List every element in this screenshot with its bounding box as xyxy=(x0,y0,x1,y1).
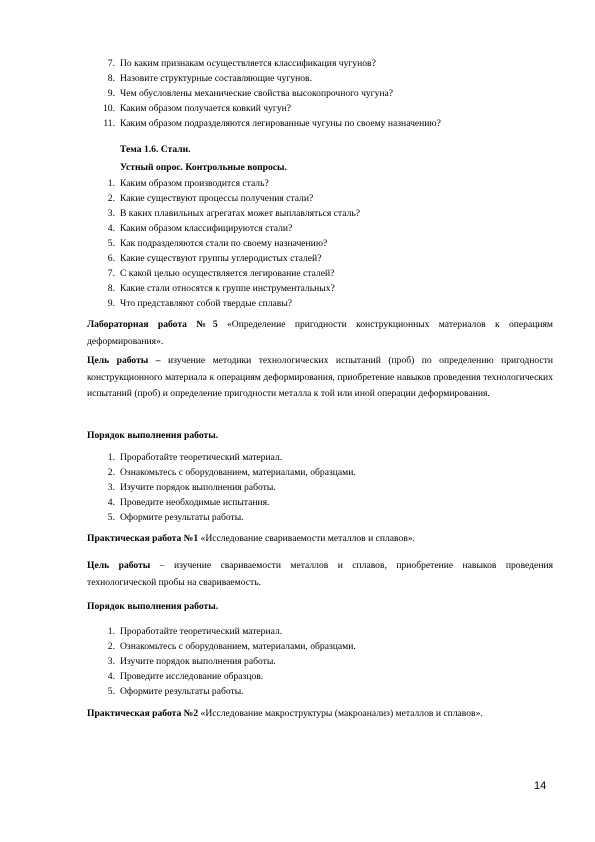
list-item: 6. Какие существуют группы углеродистых сталей? xyxy=(107,253,322,264)
list-item: 10. Каким образом получается ковкий чугун? xyxy=(103,103,292,114)
lab-work-5-goal: Цель работы – изучение методики технологических испытаний (проб) по определению пригодности конструкционного материала к операциям деформирования, приобретение навыков проведения технологических испытаний (проб) и определение пригодности металла к той или иной операции деформирования. xyxy=(87,355,553,399)
procedure-heading: Порядок выполнения работы. xyxy=(87,601,219,612)
list-item: 5. Оформите результаты работы. xyxy=(107,686,244,697)
list-item: 2. Ознакомьтесь с оборудованием, материалами, образцами. xyxy=(107,641,356,652)
list-item: 3. В каких плавильных агрегатах может выплавляться сталь? xyxy=(107,208,361,219)
procedure-heading: Порядок выполнения работы. xyxy=(87,430,219,441)
list-item: 3. Изучите порядок выполнения работы. xyxy=(107,656,276,667)
list-item: 4. Каким образом классифицируются стали? xyxy=(107,223,293,234)
topic-title: Тема 1.6. Стали. xyxy=(120,144,191,155)
list-item: 1. Проработайте теоретический материал. xyxy=(107,626,283,637)
list-item: 8. Назовите структурные составляющие чугунов. xyxy=(107,73,312,84)
list-item: 1. Каким образом производится сталь? xyxy=(107,178,269,189)
list-item: 9. Чем обусловлены механические свойства высокопрочного чугуна? xyxy=(107,88,394,99)
list-item: 4. Проведите исследование образцов. xyxy=(107,671,264,682)
list-item: 2. Ознакомьтесь с оборудованием, материалами, образцами. xyxy=(107,467,356,478)
list-item: 7. По каким признакам осуществляется классификация чугунов? xyxy=(107,58,376,69)
list-item: 5. Оформите результаты работы. xyxy=(107,512,244,523)
practical-work-2-paragraph: Практическая работа №2 «Исследование макроструктуры (макроанализ) металлов и сплавов». xyxy=(87,708,483,719)
list-item: 1. Проработайте теоретический материал. xyxy=(107,452,283,463)
practical-work-1-paragraph: Практическая работа №1 «Исследование свариваемости металлов и сплавов». xyxy=(87,533,416,544)
list-item: 9. Что представляют собой твердые сплавы? xyxy=(107,298,293,309)
lab-work-5-paragraph: Лабораторная работа №5 «Определение пригодности конструкционных материалов к операциям деформирования». xyxy=(87,319,553,347)
list-item: 2. Какие существуют процессы получения стали? xyxy=(107,193,314,204)
practical-work-1-goal: Цель работы – изучение свариваемости металлов и сплавов, приобретение навыков проведения технологической пробы на свариваемость. xyxy=(87,560,553,588)
page-number: 14 xyxy=(534,780,547,792)
list-item: 4. Проведите необходимые испытания. xyxy=(107,497,270,508)
list-item: 3. Изучите порядок выполнения работы. xyxy=(107,482,276,493)
list-item: 8. Какие стали относятся к группе инструментальных? xyxy=(107,283,335,294)
topic-subtitle: Устный опрос. Контрольные вопросы. xyxy=(120,162,287,173)
list-item: 11. Каким образом подразделяются легированные чугуны по своему назначению? xyxy=(103,118,441,129)
list-item: 5. Как подразделяются стали по своему назначению? xyxy=(107,238,328,249)
list-item: 7. С какой целью осуществляется легирование сталей? xyxy=(107,268,335,279)
